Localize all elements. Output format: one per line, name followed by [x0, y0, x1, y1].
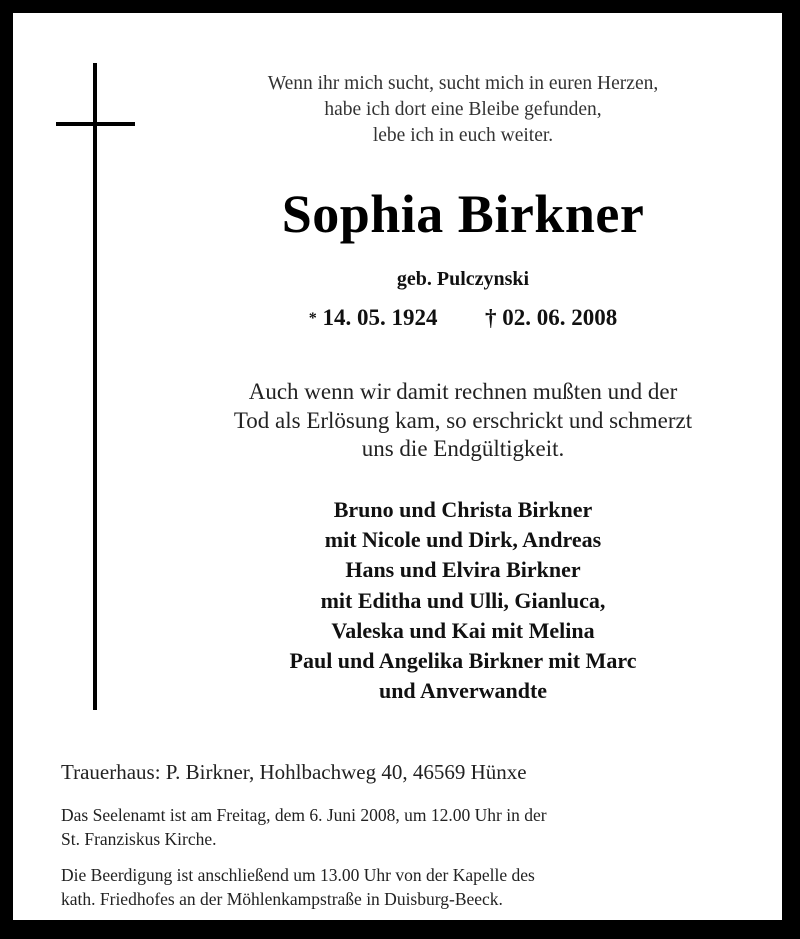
service-line: St. Franziskus Kirche.	[61, 829, 217, 849]
verse-line: Wenn ihr mich sucht, sucht mich in euren Herzen,	[267, 73, 659, 94]
verse-line: habe ich dort eine Bleibe gefunden,	[324, 99, 602, 120]
mourner-line: Bruno und Christa Birkner	[333, 497, 593, 522]
birth-date: 14. 05. 1924	[322, 305, 438, 330]
mourning-house-address: Trauerhaus: P. Birkner, Hohlbachweg 40, 46569 Hünxe	[61, 760, 527, 784]
maiden-name: geb. Pulczynski	[396, 268, 530, 290]
condolence-statement	[143, 378, 783, 464]
burial-info	[61, 863, 781, 911]
statement-line: uns die Endgültigkeit.	[361, 436, 565, 461]
mourner-line: Valeska und Kai mit Melina	[331, 617, 595, 643]
mourner-line: Hans und Elvira Birkner	[345, 557, 581, 583]
cross-vertical-bar	[93, 63, 97, 710]
mourner-line: mit Nicole und Dirk, Andreas	[324, 527, 602, 553]
death-dagger-icon: †	[485, 305, 497, 330]
mourners-list	[143, 495, 783, 706]
verse-line: lebe ich in euch weiter.	[372, 125, 554, 146]
requiem-mass-info	[61, 803, 781, 851]
life-dates	[143, 303, 783, 334]
statement-line: Auch wenn wir damit rechnen mußten und der	[248, 379, 678, 404]
mourner-line: und Anverwandte	[378, 678, 548, 704]
birth-star-icon: *	[308, 310, 317, 327]
service-line: Das Seelenamt ist am Freitag, dem 6. Juni 2008, um 12.00 Uhr in der	[61, 805, 547, 825]
mourner-line: mit Editha und Ulli, Gianluca,	[320, 587, 606, 613]
burial-line: kath. Friedhofes an der Möhlenkampstraße in Duisburg-Beeck.	[61, 889, 503, 909]
burial-line: Die Beerdigung ist anschließend um 13.00 Uhr von der Kapelle des	[61, 865, 535, 885]
cross-horizontal-bar	[56, 122, 135, 126]
memorial-verse	[143, 71, 783, 149]
deceased-name: Sophia Birkner	[281, 184, 645, 244]
obituary-notice	[13, 13, 782, 920]
mourner-line: Paul und Angelika Birkner mit Marc	[289, 648, 637, 674]
statement-line: Tod als Erlösung kam, so erschrickt und schmerzt	[233, 407, 693, 433]
death-date: 02. 06. 2008	[502, 305, 618, 330]
